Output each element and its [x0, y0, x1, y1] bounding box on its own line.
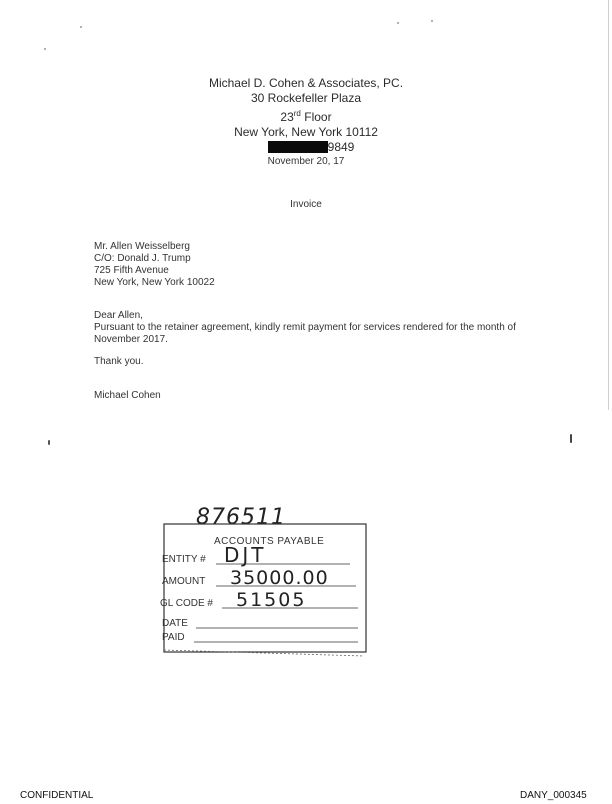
- phone-line: [0, 140, 612, 155]
- floor-ordinal: rd: [293, 109, 301, 118]
- voucher-number: 876511: [196, 505, 286, 530]
- recipient-street: 725 Fifth Avenue: [94, 265, 169, 276]
- signature: Michael Cohen: [94, 390, 161, 401]
- recipient-care-of: C/O: Donald J. Trump: [94, 253, 191, 264]
- entity-label: ENTITY #: [162, 554, 206, 565]
- floor-line: [0, 106, 612, 125]
- paid-label: PAID: [162, 632, 185, 643]
- redaction-bar: [268, 141, 328, 153]
- letter-body: [94, 310, 524, 346]
- glcode-label: GL CODE #: [160, 598, 213, 609]
- confidential-label: CONFIDENTIAL: [20, 790, 94, 801]
- recipient-name: Mr. Allen Weisselberg: [94, 241, 190, 252]
- floor-word: Floor: [304, 110, 332, 124]
- city-line: New York, New York 10112: [234, 125, 378, 139]
- letterhead: [0, 76, 612, 155]
- scan-speck: [570, 434, 572, 443]
- stamp-heading: ACCOUNTS PAYABLE: [214, 536, 325, 547]
- amount-value: 35000.00: [230, 567, 329, 589]
- amount-label: AMOUNT: [162, 576, 206, 587]
- firm-name: Michael D. Cohen & Associates, PC.: [208, 76, 404, 90]
- letter-date: November 20, 17: [267, 156, 345, 167]
- scan-speck: [397, 22, 399, 24]
- document-title: Invoice: [290, 199, 322, 210]
- floor-number: 23: [280, 110, 294, 124]
- date-label: DATE: [162, 618, 188, 629]
- recipient-address: [94, 241, 215, 289]
- closing: Thank you.: [94, 356, 144, 367]
- bates-number: DANY_000345: [520, 790, 587, 801]
- recipient-city: New York, New York 10022: [94, 277, 215, 288]
- stamp-smudge: [164, 650, 364, 656]
- body-paragraph: Pursuant to the retainer agreement, kindly remit payment for services rendered for the month of November 2017.: [94, 322, 516, 345]
- glcode-value: 51505: [236, 589, 307, 611]
- phone-suffix: 9849: [327, 140, 355, 154]
- accounts-payable-stamp: [150, 500, 372, 662]
- entity-value: DJT: [224, 543, 267, 567]
- salutation: Dear Allen,: [94, 310, 143, 321]
- street-address: 30 Rockefeller Plaza: [250, 91, 362, 105]
- stamp-graphic: [150, 500, 372, 662]
- scan-speck: [44, 48, 46, 50]
- scan-speck: [80, 26, 82, 28]
- scan-speck: [431, 20, 433, 22]
- scan-speck: [48, 440, 50, 445]
